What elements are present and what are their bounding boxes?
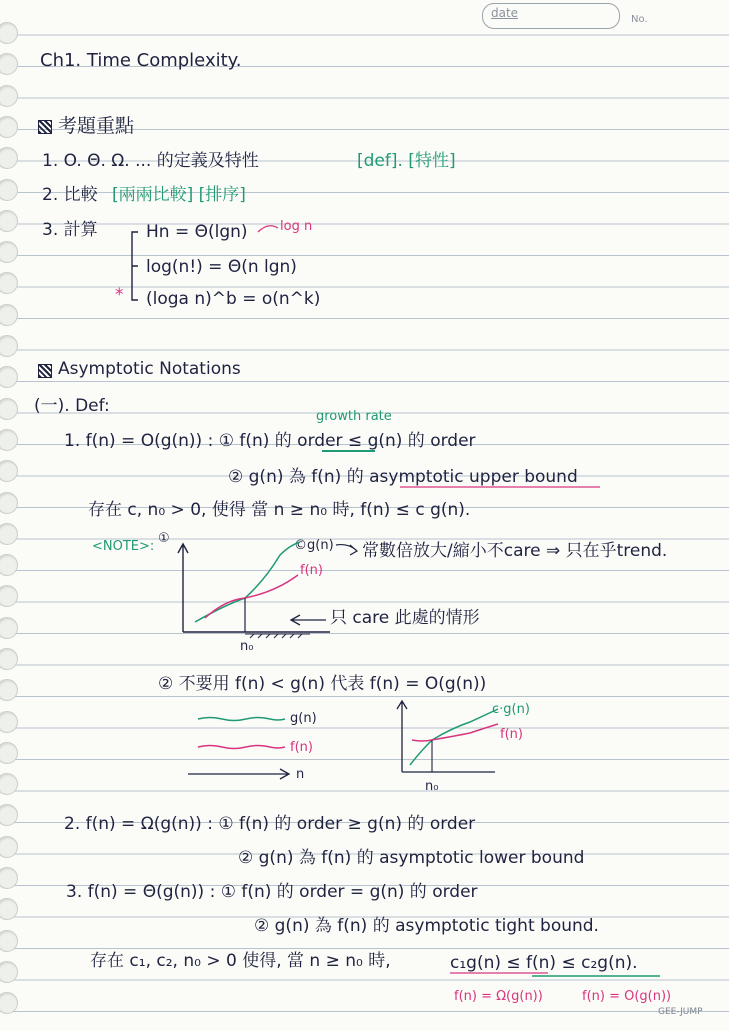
note-circle-1: ① — [158, 531, 170, 546]
calc-line-2: log(n!) = Θ(n lgn) — [146, 257, 297, 277]
graph2-f-line — [198, 746, 285, 749]
graph2-f-label: f(n) — [290, 740, 313, 755]
theta-exist-condition: 存在 c₁, c₂, n₀ > 0 使得, 當 n ≥ n₀ 時, — [90, 951, 391, 971]
omega-definition: 2. f(n) = Ω(g(n)) : ① f(n) 的 order ≥ g(n) 的 order — [64, 814, 476, 834]
graph1-hatch — [245, 634, 310, 638]
graph2-g-label: g(n) — [290, 711, 317, 726]
exam-item-2-tags: [兩兩比較] [排序] — [112, 185, 246, 205]
theta-definition: 3. f(n) = Θ(g(n)) : ① f(n) 的 order = g(n) 的 order — [66, 882, 478, 902]
exam-heading: 考題重點 — [58, 115, 135, 137]
calc-line-3: (loga n)^b = o(n^k) — [146, 289, 321, 309]
calc-bracket — [132, 232, 138, 300]
graph1-const-arrow — [336, 545, 357, 555]
graph3-f-label: f(n) — [500, 727, 523, 742]
theta-bigo-note: f(n) = O(g(n)) — [582, 989, 672, 1004]
graph2-g-line — [198, 718, 285, 721]
graph3-cg-curve — [410, 709, 498, 765]
graph1-f-label: f(n) — [300, 563, 323, 578]
asymptotic-heading: Asymptotic Notations — [58, 359, 241, 379]
exam-item-3: 3. 計算 — [42, 220, 98, 240]
exam-item-1: 1. O. Θ. Ω. ... 的定義及特性 — [42, 151, 259, 171]
graph2-n-label: n — [296, 767, 305, 782]
page-number-label: No. — [631, 14, 648, 25]
graph3-y-axis — [397, 701, 407, 772]
exam-item-1-tags: [def]. [特性] — [357, 151, 456, 171]
graph1-n0-label: n₀ — [240, 639, 254, 654]
care-note: 只 care 此處的情形 — [330, 608, 480, 628]
graph3-n0-label: n₀ — [425, 779, 439, 794]
calc-star: * — [115, 285, 124, 305]
date-label: date — [491, 6, 519, 20]
big-o-upper-bound: ② g(n) 為 f(n) 的 asymptotic upper bound — [228, 467, 578, 487]
graph1-cg-label: ©g(n) — [294, 538, 334, 553]
graph1-y-axis — [178, 544, 188, 632]
graph1-cg-curve — [195, 542, 300, 622]
theta-omega-note: f(n) = Ω(g(n)) — [454, 989, 543, 1004]
page-title: Ch1. Time Complexity. — [40, 50, 242, 71]
constant-note: 常數倍放大/縮小不care ⇒ 只在乎trend. — [362, 541, 668, 561]
exam-item-2: 2. 比較 — [42, 185, 98, 205]
omega-lower-bound: ② g(n) 為 f(n) 的 asymptotic lower bound — [238, 848, 585, 868]
graph2 — [188, 718, 289, 780]
calc-note-arrow — [258, 226, 278, 232]
theta-inequality: c₁g(n) ≤ f(n) ≤ c₂g(n). — [450, 953, 638, 973]
growth-rate-annotation: growth rate — [316, 409, 392, 424]
graph1-f-curve — [205, 575, 298, 618]
graph1 — [178, 542, 357, 638]
graph3-cg-label: c·g(n) — [492, 702, 530, 717]
note-tag: <NOTE>: — [92, 539, 155, 554]
def-label: (一). Def: — [34, 396, 110, 416]
calc-line-1: Hn = Θ(lgn) — [146, 222, 248, 242]
big-o-exist-condition: 存在 c, n₀ > 0, 使得 當 n ≥ n₀ 時, f(n) ≤ c g(n). — [88, 500, 471, 520]
brand-label: GEE-JUMP — [658, 1007, 703, 1017]
note-2: ② 不要用 f(n) < g(n) 代表 f(n) = O(g(n)) — [158, 674, 487, 694]
calc-note: log n — [280, 219, 313, 234]
graph3 — [397, 701, 498, 772]
big-o-definition: 1. f(n) = O(g(n)) : ① f(n) 的 order ≤ g(n) 的 order — [64, 431, 476, 451]
theta-tight-bound: ② g(n) 為 f(n) 的 asymptotic tight bound. — [254, 916, 599, 936]
graph2-axis — [188, 769, 289, 779]
graph1-care-arrow — [291, 615, 326, 625]
graph3-f-curve — [412, 724, 498, 741]
